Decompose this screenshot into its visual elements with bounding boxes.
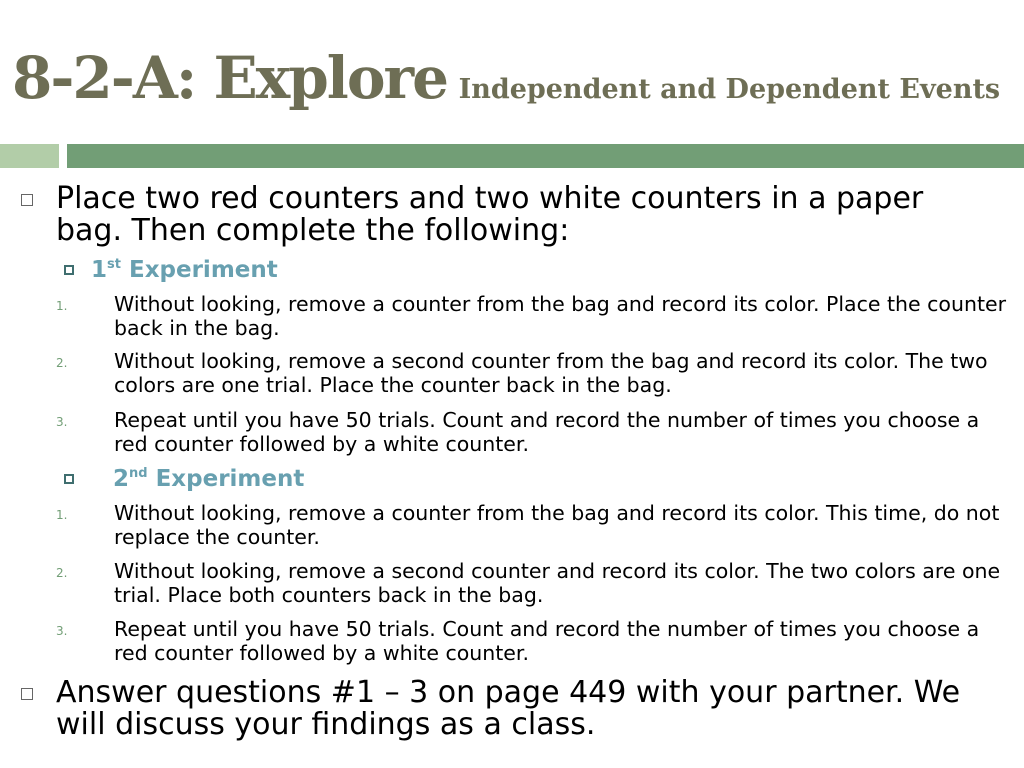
list-item: Without looking, remove a second counter from the bag and record its color. The two colors are one trial. Place the counter back in the bag. <box>114 349 988 397</box>
bullet-answer-questions: Answer questions #1 – 3 on page 449 with your partner. We will discuss your findings as a class. <box>56 675 961 742</box>
experiment-2-heading: 2nd Experiment <box>113 466 305 492</box>
list-number: 2. <box>56 566 68 580</box>
list-number: 3. <box>56 624 68 638</box>
title-main: 8-2-A: Explore <box>12 44 447 112</box>
title-subtitle: Independent and Dependent Events <box>458 74 1001 105</box>
list-number: 3. <box>56 415 68 429</box>
square-bullet-icon <box>21 194 33 206</box>
bullet-instructions: Place two red counters and two white counters in a paper bag. Then complete the following: <box>56 181 924 248</box>
list-item: Repeat until you have 50 trials. Count and record the number of times you choose a red counter followed by a white counter. <box>114 617 980 665</box>
list-item: Without looking, remove a counter from the bag and record its color. This time, do not replace the counter. <box>114 501 1000 549</box>
list-number: 1. <box>56 299 68 313</box>
experiment-1-heading: 1st Experiment <box>91 257 278 283</box>
list-item: Without looking, remove a counter from the bag and record its color. Place the counter back in the bag. <box>114 292 1007 340</box>
square-bullet-icon <box>21 688 33 700</box>
accent-bar-dark <box>67 144 1024 168</box>
slide-title <box>12 44 1000 112</box>
square-bullet-icon <box>64 474 74 484</box>
square-bullet-icon <box>64 265 74 275</box>
accent-bar-light <box>0 144 59 168</box>
list-number: 1. <box>56 508 68 522</box>
list-number: 2. <box>56 356 68 370</box>
list-item: Repeat until you have 50 trials. Count and record the number of times you choose a red counter followed by a white counter. <box>114 408 980 456</box>
list-item: Without looking, remove a second counter and record its color. The two colors are one trial. Place both counters back in the bag. <box>114 559 1001 607</box>
